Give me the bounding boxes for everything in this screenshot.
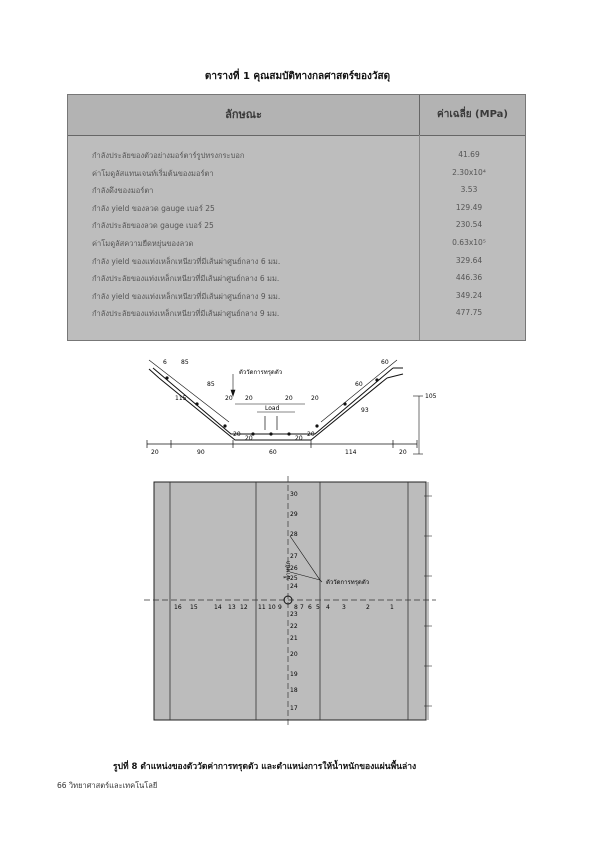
row-value: 3.53: [460, 185, 478, 195]
gauge-number: 24: [290, 583, 298, 590]
dim-label: 20: [307, 431, 315, 438]
row-value: 446.36: [455, 273, 483, 283]
gauge-number: 23: [290, 611, 298, 618]
dim-label: 20: [311, 395, 319, 402]
gauge-number: 5: [316, 604, 320, 611]
dim-label: 20: [245, 395, 253, 402]
row-property: กำลังประลัยของตัวอย่างมอร์ตาร์รูปทรงกระบอก: [92, 151, 245, 160]
gauge-number: 16: [174, 604, 182, 611]
gauge-number: 6: [308, 604, 312, 611]
gauge-number: 3: [342, 604, 346, 611]
gauge-number: 10: [268, 604, 276, 611]
row-property: กำลัง yield ของแท่งเหล็กเหนียวที่มีเส้นผ่าศูนย์กลาง 6 มม.: [92, 256, 281, 266]
table-row: [68, 200, 525, 218]
gauge-number: 22: [290, 623, 298, 630]
gauge-number: 30: [290, 491, 298, 498]
gauge-number: 18: [290, 687, 298, 694]
load-label: Load: [265, 405, 280, 412]
row-value: 349.24: [455, 290, 483, 300]
plan-load-label: น้ำหนัก: [285, 560, 292, 580]
dim-label: 20: [225, 395, 233, 402]
cross-section-diagram: [145, 352, 445, 460]
gauge-number: 21: [290, 635, 298, 642]
gauge-number: 9: [278, 604, 282, 611]
row-property: กำลังประลัยของลวด gauge เบอร์ 25: [92, 221, 214, 231]
table-title: ตารางที่ 1 คุณสมบัติทางกลศาสตร์ของวัสดุ: [204, 71, 391, 82]
table-row: [68, 253, 525, 271]
dim-label: 85: [181, 359, 189, 366]
slab-top-edge: [153, 368, 393, 434]
row-property: กำลังประลัยของแท่งเหล็กเหนียวที่มีเส้นผ่าศูนย์กลาง 9 มม.: [92, 309, 280, 319]
table-body: [68, 147, 525, 323]
row-property: ค่าโมดูลัสความยืดหยุ่นของลวด: [92, 238, 194, 248]
bottom-dim: 20: [151, 449, 159, 456]
gauge-number: 8: [294, 604, 298, 611]
table-row: [68, 165, 525, 183]
dim-label: 20: [233, 431, 241, 438]
header-value: ค่าเฉลี่ย (MPa): [437, 109, 508, 120]
bottom-dim: 114: [345, 449, 357, 456]
table-row: [68, 288, 525, 306]
gauge-number: 17: [290, 705, 298, 712]
row-value: 41.69: [458, 150, 480, 159]
row-value: 230.54: [455, 220, 483, 230]
dim-label: 60: [381, 359, 389, 366]
row-property: ค่าโมดูลัสแทนเจนท์เริ่มต้นของมอร์ตา: [92, 168, 214, 178]
header-property: ลักษณะ: [68, 95, 420, 135]
gauge-number: 2: [366, 604, 370, 611]
bottom-dim: 20: [399, 449, 407, 456]
table-row: [68, 182, 525, 200]
properties-table: [67, 94, 526, 341]
plan-view-figure: [140, 476, 440, 734]
table-header: [68, 95, 525, 136]
table-row: [68, 270, 525, 288]
page-footer: 66 วิทยาศาสตร์และเทคโนโลยี: [57, 781, 158, 790]
gauge-number: 19: [290, 671, 298, 678]
row-property: กำลัง yield ของแท่งเหล็กเหนียวที่มีเส้นผ่าศูนย์กลาง 9 มม.: [92, 291, 281, 301]
gauge-number: 20: [290, 651, 298, 658]
gauge-number: 1: [390, 604, 394, 611]
row-value: 2.30x10⁴: [452, 167, 486, 177]
gauge-number: 28: [290, 531, 298, 538]
gauge-number: 11: [258, 604, 266, 611]
dim-label: 85: [207, 381, 215, 388]
gauge-number: 7: [300, 604, 304, 611]
row-value: 0.63x10⁵: [452, 237, 486, 247]
gauge-number: 4: [326, 604, 330, 611]
height-dimension: 105: [425, 393, 437, 400]
gauge-number: 14: [214, 604, 222, 611]
figure-caption: รูปที่ 8 ตำแหน่งของตัววัดค่าการทรุดตัว และตำแหน่งการให้น้ำหนักของแผ่นพื้นล่าง: [113, 762, 417, 772]
dim-label: 60: [355, 381, 363, 388]
gauge-number: 29: [290, 511, 298, 518]
table-row: [68, 147, 525, 165]
row-property: กำลังประลัยของแท่งเหล็กเหนียวที่มีเส้นผ่าศูนย์กลาง 6 มม.: [92, 274, 280, 284]
gauge-number: 25: [290, 575, 298, 582]
gauge-label: ตัววัดการทรุดตัว: [239, 369, 283, 376]
row-value: 477.75: [455, 308, 483, 318]
dim-label: 20: [285, 395, 293, 402]
dim-label: 20: [245, 435, 253, 442]
bottom-dim: 90: [197, 449, 205, 456]
gauge-number: 13: [228, 604, 236, 611]
dim-label: 115: [175, 395, 187, 402]
gauge-number: 27: [290, 553, 298, 560]
dim-label: 20: [295, 435, 303, 442]
plan-gauge-label: ตัววัดการทรุดตัว: [326, 579, 370, 586]
table-row: [68, 235, 525, 253]
row-property: กำลังดึงของมอร์ตา: [92, 186, 154, 196]
table-row: [68, 217, 525, 235]
bottom-dim: 60: [269, 449, 277, 456]
gauge-number: 26: [290, 565, 298, 572]
row-value: 329.64: [455, 255, 483, 265]
dim-label: 6: [163, 359, 167, 366]
row-property: กำลัง yield ของลวด gauge เบอร์ 25: [92, 203, 215, 213]
gauge-number: 12: [240, 604, 248, 611]
table-row: [68, 305, 525, 323]
dim-label: 93: [361, 407, 369, 414]
row-value: 129.49: [455, 202, 483, 212]
gauge-number: 15: [190, 604, 198, 611]
